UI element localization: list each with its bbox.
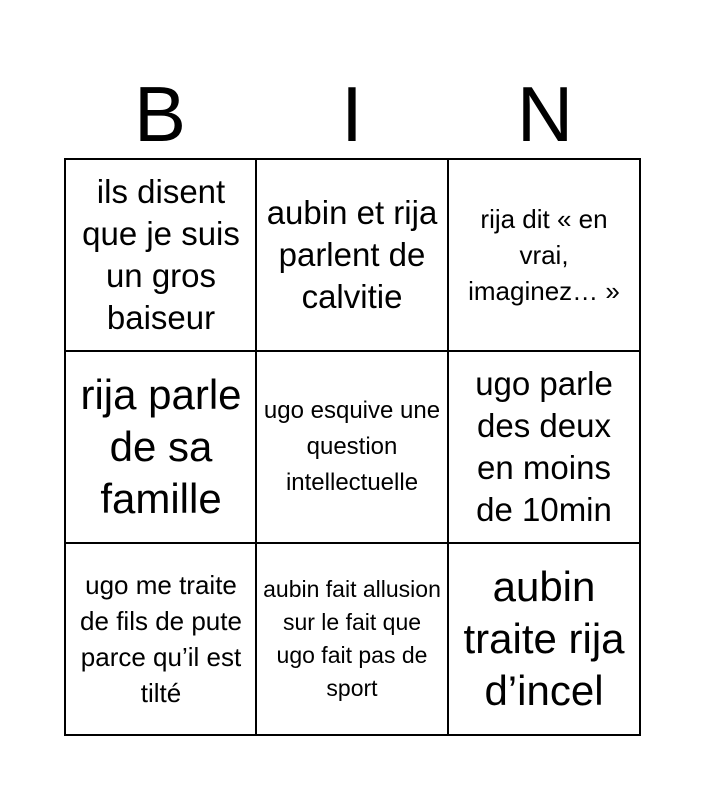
bingo-cell-text: aubin fait allusion sur le fait que ugo fait pas de sport xyxy=(263,576,441,701)
bingo-cell[interactable] xyxy=(66,160,256,350)
bingo-cell-text: aubin traite rija d’incel xyxy=(463,563,625,714)
bingo-cell[interactable] xyxy=(257,544,447,734)
header-letter-b: B xyxy=(133,70,187,158)
bingo-cell-text: ugo esquive une question intellectuelle xyxy=(263,397,441,496)
header-letter-n: N xyxy=(516,70,574,158)
header-letter-i: I xyxy=(341,70,363,158)
bingo-cell-text: rija parle de sa famille xyxy=(80,371,242,522)
bingo-cell[interactable] xyxy=(449,160,639,350)
bingo-cell[interactable] xyxy=(257,352,447,542)
bingo-cell-text: ils disent que je suis un gros baiseur xyxy=(82,173,240,336)
bingo-cell-text: ugo me traite de fils de pute parce qu’il est tilté xyxy=(80,570,242,708)
bingo-cell[interactable] xyxy=(66,352,256,542)
bingo-cell[interactable] xyxy=(449,544,639,734)
bingo-cell-text: rija dit « en vrai, imaginez… » xyxy=(468,204,620,306)
bingo-cell[interactable] xyxy=(257,160,447,350)
bingo-cell-text: ugo parle des deux en moins de 10min xyxy=(475,365,613,528)
bingo-cell-text: aubin et rija parlent de calvitie xyxy=(266,194,438,315)
bingo-header xyxy=(64,70,641,158)
bingo-cell[interactable] xyxy=(449,352,639,542)
bingo-cell[interactable] xyxy=(66,544,256,734)
bingo-grid xyxy=(64,158,641,736)
